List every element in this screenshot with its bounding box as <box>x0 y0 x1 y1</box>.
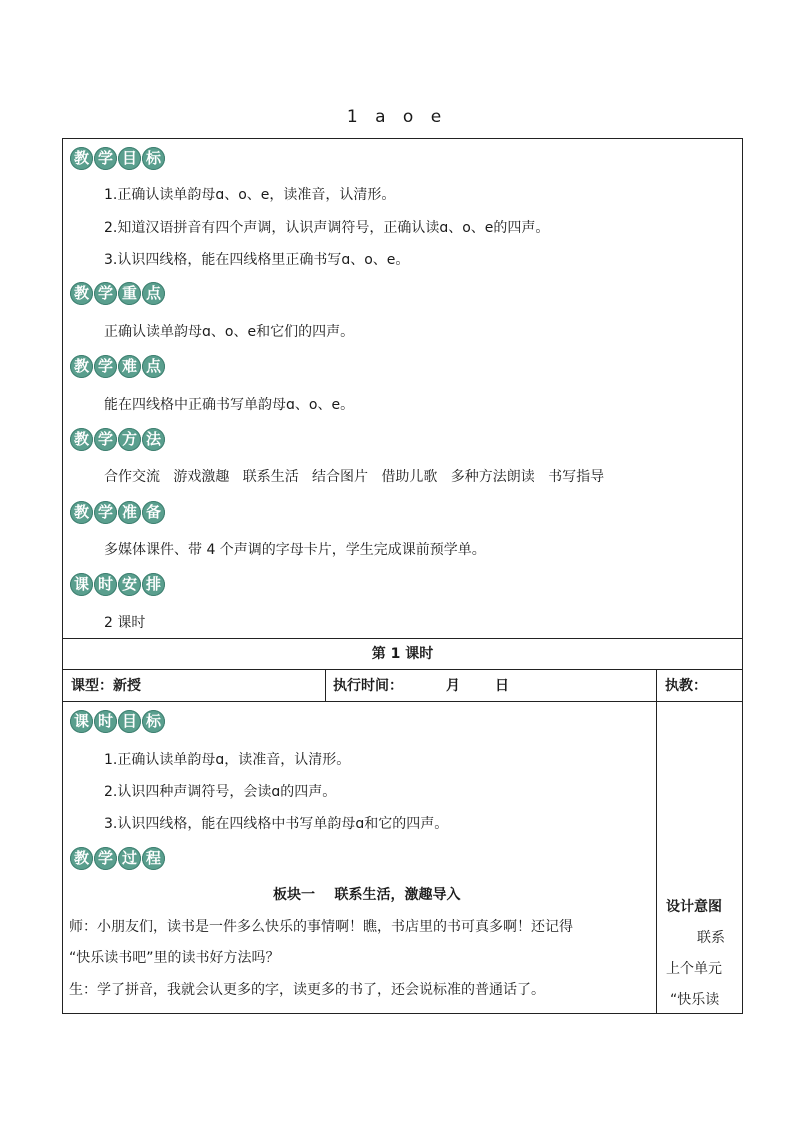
dialogue-line-3: 生：学了拼音，我就会认更多的字，读更多的书了，还会说标准的普通话了。 <box>69 982 545 998</box>
badge-teaching-goals <box>70 147 165 170</box>
badge-char: 教 <box>70 847 93 870</box>
badge-char: 排 <box>142 573 165 596</box>
goal-line-1: 1.正确认读单韵母ɑ、o、e，读准音，认清形。 <box>104 187 396 203</box>
design-intent-line-2: 上个单元 <box>666 961 722 977</box>
badge-lesson-goals <box>70 710 165 733</box>
badge-teaching-prep <box>70 501 165 524</box>
methods-line-1: 合作交流 游戏激趣 联系生活 结合图片 借助儿歌 多种方法朗读 书写指导 <box>104 469 605 485</box>
design-intent-line-3: “快乐读 <box>670 992 720 1008</box>
teacher-label: 执教： <box>665 678 707 694</box>
badge-char: 教 <box>70 147 93 170</box>
badge-char: 备 <box>142 501 165 524</box>
dialogue-line-2: “快乐读书吧”里的读书好方法吗？ <box>69 950 280 966</box>
badge-char: 时 <box>94 573 117 596</box>
badge-char: 学 <box>94 355 117 378</box>
badge-char: 准 <box>118 501 141 524</box>
schedule-line-1: 2 课时 <box>104 615 146 631</box>
block-title: 板块一 联系生活，激趣导入 <box>273 887 461 903</box>
month-label: 月 <box>446 678 460 694</box>
badge-char: 学 <box>94 501 117 524</box>
badge-char: 法 <box>142 428 165 451</box>
badge-char: 教 <box>70 501 93 524</box>
lesson-plan-table <box>62 138 743 1014</box>
goal-line-3: 3.认识四线格，能在四线格里正确书写ɑ、o、e。 <box>104 252 410 268</box>
design-intent-label: 设计意图 <box>666 899 722 915</box>
badge-char: 标 <box>142 710 165 733</box>
lesson-goal-line-2: 2.认识四种声调符号，会读ɑ的四声。 <box>104 784 337 800</box>
lesson-header: 第 1 课时 <box>371 646 434 662</box>
badge-char: 重 <box>118 282 141 305</box>
badge-char: 教 <box>70 428 93 451</box>
badge-char: 过 <box>118 847 141 870</box>
prep-line-1: 多媒体课件、带 4 个声调的字母卡片，学生完成课前预学单。 <box>104 542 486 558</box>
lesson-goal-line-1: 1.正确认读单韵母ɑ，读准音，认清形。 <box>104 752 351 768</box>
badge-char: 课 <box>70 710 93 733</box>
badge-char: 目 <box>118 147 141 170</box>
badge-char: 方 <box>118 428 141 451</box>
badge-char: 目 <box>118 710 141 733</box>
day-label: 日 <box>495 678 509 694</box>
badge-char: 点 <box>142 282 165 305</box>
badge-char: 课 <box>70 573 93 596</box>
divider <box>63 638 742 639</box>
difficulty-line-1: 能在四线格中正确书写单韵母ɑ、o、e。 <box>104 397 355 413</box>
badge-teaching-process <box>70 847 165 870</box>
badge-char: 点 <box>142 355 165 378</box>
badge-teaching-methods <box>70 428 165 451</box>
lesson-goal-line-3: 3.认识四线格，能在四线格中书写单韵母ɑ和它的四声。 <box>104 816 449 832</box>
page-title: 1 a o e <box>346 107 448 127</box>
badge-char: 学 <box>94 847 117 870</box>
badge-difficult-points <box>70 355 165 378</box>
badge-char: 教 <box>70 282 93 305</box>
badge-schedule <box>70 573 165 596</box>
badge-char: 标 <box>142 147 165 170</box>
column-divider <box>325 669 326 701</box>
execution-time-label: 执行时间： <box>333 678 403 694</box>
badge-char: 教 <box>70 355 93 378</box>
dialogue-line-1: 师：小朋友们，读书是一件多么快乐的事情啊！瞧，书店里的书可真多啊！还记得 <box>69 919 573 935</box>
divider <box>63 701 742 702</box>
badge-char: 学 <box>94 282 117 305</box>
key-line-1: 正确认读单韵母ɑ、o、e和它们的四声。 <box>104 324 355 340</box>
badge-char: 时 <box>94 710 117 733</box>
badge-char: 学 <box>94 147 117 170</box>
badge-key-points <box>70 282 165 305</box>
badge-char: 学 <box>94 428 117 451</box>
badge-char: 程 <box>142 847 165 870</box>
goal-line-2: 2.知道汉语拼音有四个声调，认识声调符号，正确认读ɑ、o、e的四声。 <box>104 220 550 236</box>
column-divider <box>656 669 657 1014</box>
divider <box>63 669 742 670</box>
badge-char: 难 <box>118 355 141 378</box>
design-intent-line-1: 联系 <box>697 930 725 946</box>
lesson-type: 课型：新授 <box>71 678 141 694</box>
badge-char: 安 <box>118 573 141 596</box>
